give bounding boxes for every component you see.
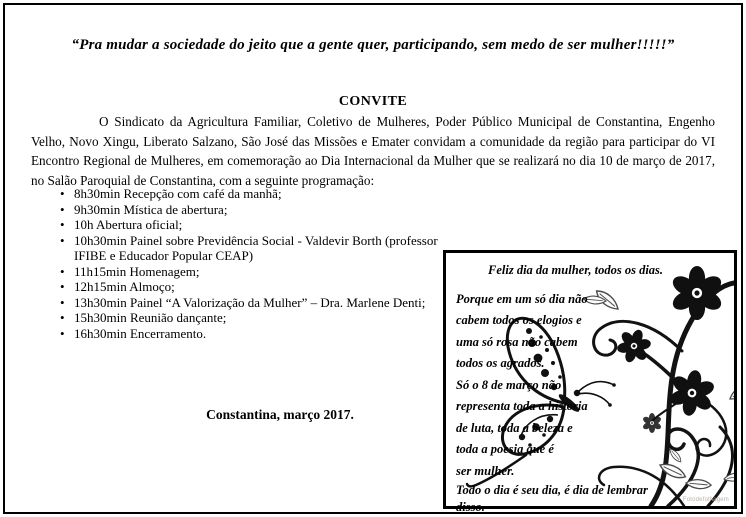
date-line: Constantina, março 2017. <box>206 407 354 422</box>
schedule-list <box>60 186 458 341</box>
schedule-item: • 16h30min Encerramento. <box>60 326 458 342</box>
quote-line: ser mulher. <box>456 463 515 478</box>
schedule-item: • 13h30min Painel “A Valorização da Mulher” – Dra. Marlene Denti; <box>60 295 458 311</box>
quote-line: Porque em um só dia não <box>456 291 588 306</box>
invitation-paragraph: O Sindicato da Agricultura Familiar, Coletivo de Mulheres, Poder Público Municipal de Constantina, Engenho Velho, Novo Xingu, Liberato Salzano, São José das Missões e Emater convidam a comunidade da região para participar do VI Encontro Regional de Mulheres, em comemoração ao Dia Internacional da Mulher que se realizará no dia 10 de março de 2017, no Salão Paroquial de Constantina, com a seguinte programação: <box>31 114 715 188</box>
quote-box <box>443 250 737 514</box>
schedule-item: • 10h30min Painel sobre Previdência Social - Valdevir Borth (professor IFIBE e Educador Popular CEAP) <box>60 233 458 264</box>
quote-line: uma só rosa não cabem <box>456 334 578 349</box>
quote-line: Feliz dia da mulher, todos os dias. <box>488 263 664 277</box>
quote-line: toda a poesia que é <box>456 442 554 456</box>
quote-line: cabem todos os elogios e <box>456 313 582 327</box>
quote-line: todos os agrados. <box>456 356 545 370</box>
quote-text <box>456 260 732 516</box>
schedule-item: • 10h Abertura oficial; <box>60 217 458 233</box>
quote-line: Só o 8 de março não <box>456 377 562 392</box>
document-title: CONVITE <box>338 94 408 109</box>
schedule-item: • 8h30min Recepção com café da manhã; <box>60 186 458 202</box>
watermark: Fotodefolhagem <box>682 497 729 503</box>
quote-line: disso. <box>456 500 485 514</box>
quote-line: de luta, toda a beleza e <box>456 420 573 435</box>
schedule-item: • 15h30min Reunião dançante; <box>60 310 458 326</box>
schedule-item: • 11h15min Homenagem; <box>60 264 458 280</box>
quote-line: Todo o dia é seu dia, é dia de lembrar <box>456 483 648 497</box>
header-quote: “Pra mudar a sociedade do jeito que a gente quer, participando, sem medo de ser mulher!!!!!” <box>71 37 675 53</box>
schedule-item: • 12h15min Almoço; <box>60 279 458 295</box>
schedule-item: • 9h30min Mística de abertura; <box>60 202 458 218</box>
quote-line: representa toda a historia <box>456 399 588 413</box>
